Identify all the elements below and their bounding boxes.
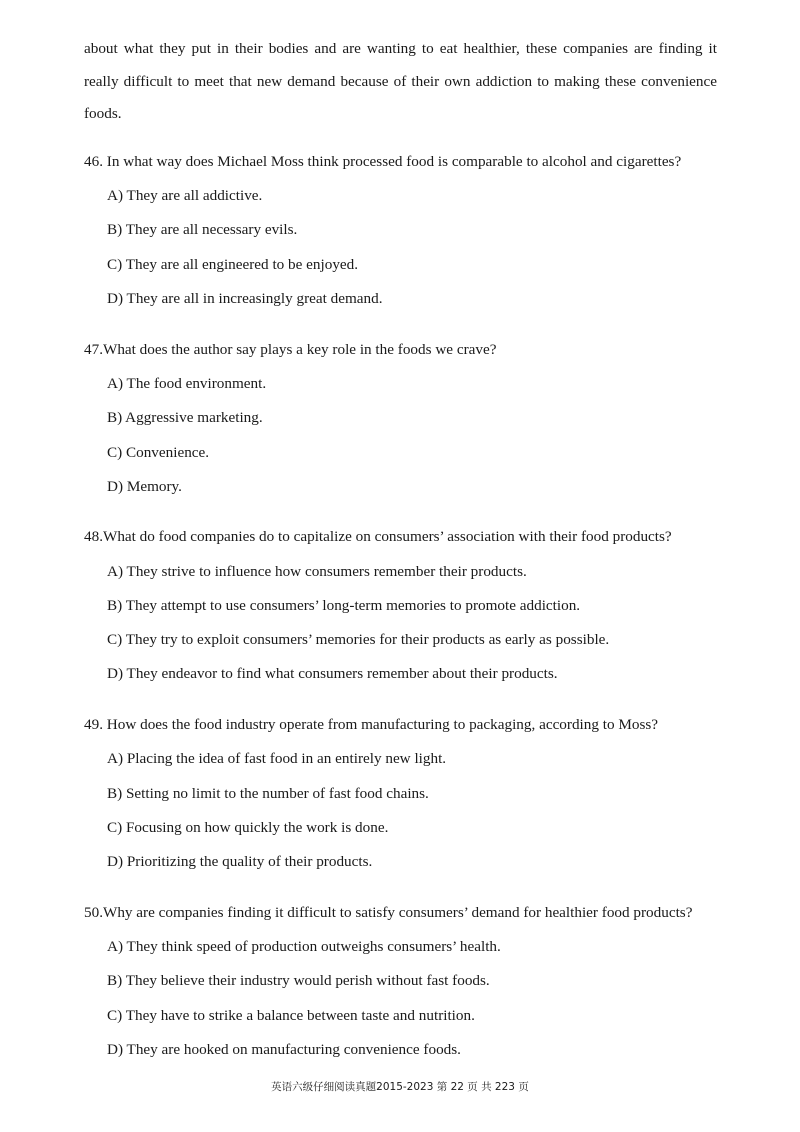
question-49: 49. How does the food industry operate from manufacturing to packaging, according to Moss? [84,716,659,733]
option-46-a: A) They are all addictive. [107,187,263,204]
option-47-c: C) Convenience. [107,444,210,461]
question-46: 46. In what way does Michael Moss think processed food is comparable to alcohol and cigarettes? [84,153,682,170]
option-46-c: C) They are all engineered to be enjoyed. [107,256,359,273]
option-47-b: B) Aggressive marketing. [107,409,263,426]
option-48-d: D) They endeavor to find what consumers remember about their products. [107,665,558,682]
option-47-a: A) The food environment. [107,375,267,392]
option-48-c: C) They try to exploit consumers’ memories for their products as early as possible. [107,631,610,648]
option-50-d: D) They are hooked on manufacturing convenience foods. [107,1041,461,1058]
option-49-d: D) Prioritizing the quality of their products. [107,853,373,870]
option-50-b: B) They believe their industry would perish without fast foods. [107,972,490,989]
passage-tail-paragraph: about what they put in their bodies and are wanting to eat healthier, these companies are finding it really difficult to meet that new demand because of their own addiction to making these convenience foods. [84,40,717,122]
option-49-a: A) Placing the idea of fast food in an entirely new light. [107,750,447,767]
option-46-b: B) They are all necessary evils. [107,221,298,238]
option-48-b: B) They attempt to use consumers’ long-term memories to promote addiction. [107,597,581,614]
option-50-c: C) They have to strike a balance between taste and nutrition. [107,1007,475,1024]
question-48: 48.What do food companies do to capitalize on consumers’ association with their food products? [84,528,672,545]
page-footer: 英语六级仔细阅读真题2015-2023 第 22 页 共 223 页 [271,1081,529,1093]
option-47-d: D) Memory. [107,478,182,495]
question-47: 47.What does the author say plays a key role in the foods we crave? [84,341,497,358]
option-49-b: B) Setting no limit to the number of fast food chains. [107,785,429,802]
option-46-d: D) They are all in increasingly great demand. [107,290,383,307]
option-49-c: C) Focusing on how quickly the work is done. [107,819,389,836]
question-50: 50.Why are companies finding it difficult to satisfy consumers’ demand for healthier food products? [84,904,693,921]
option-48-a: A) They strive to influence how consumers remember their products. [107,563,527,580]
option-50-a: A) They think speed of production outweighs consumers’ health. [107,938,501,955]
